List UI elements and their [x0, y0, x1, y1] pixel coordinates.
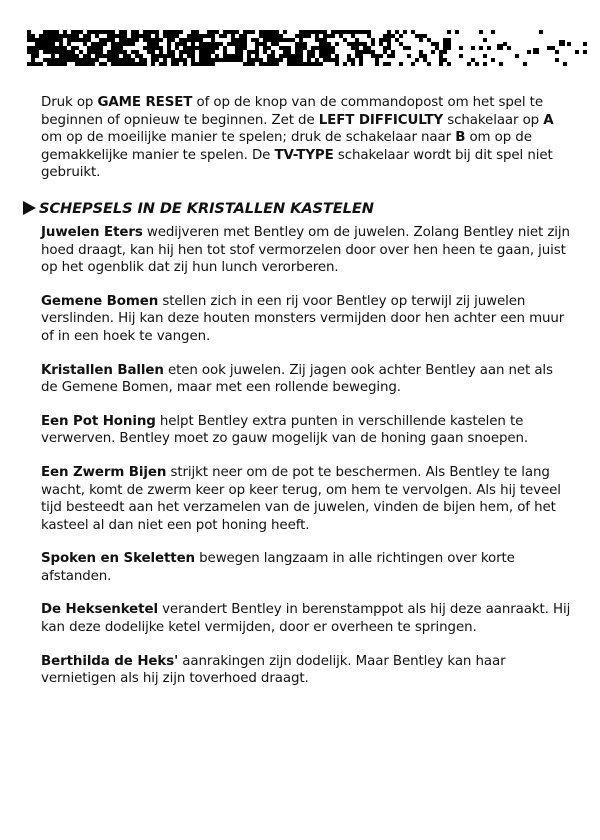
creature-description: strijkt neer om de pot te beschermen. Als Bentley te lang wacht, komt de zwerm keer op keer terug, om hem te vervolgen. Als hij teveel tijd besteedt aan het verzamelen van de juwelen, vinden de bijen hem, of het kasteel al dan niet een pot honing heeft.: [41, 464, 561, 533]
intro-text: om op de moeilijke manier te spelen; druk de schakelaar naar: [41, 130, 456, 146]
creature-name: Juwelen Eters: [41, 224, 143, 240]
creature-name: De Heksenketel: [41, 602, 158, 618]
creature-name: Berthilda de Heks': [41, 653, 179, 669]
creature-name: Een Zwerm Bijen: [41, 464, 167, 480]
intro-keyword: A: [543, 112, 554, 128]
manual-page: [41, 94, 571, 688]
section-heading: [23, 199, 571, 219]
creature-name: Spoken en Skeletten: [41, 551, 195, 567]
intro-keyword: LEFT DIFFICULTY: [318, 112, 444, 128]
decorative-pixel-banner: [27, 30, 587, 66]
creature-description: helpt Bentley extra punten in verschillende kastelen te verwerven. Bentley moet zo gauw mogelijk van de honing gaan snoepen.: [41, 413, 529, 447]
creature-description: verandert Bentley in berenstamppot als hij deze aanraakt. Hij kan deze dodelijke ketel vermijden, door er overheen te springen.: [41, 602, 571, 636]
creature-name: Kristallen Ballen: [41, 362, 164, 378]
intro-paragraph: [41, 94, 571, 182]
intro-text: of op de knop van de commandopost om het spel te beginnen of opnieuw te beginnen. Zet de: [41, 95, 543, 128]
creature-paragraph: [41, 601, 571, 636]
intro-text: schakelaar wordt bij dit spel niet gebruikt.: [41, 147, 553, 181]
creature-list: [41, 224, 571, 688]
creature-description: aanrakingen zijn dodelijk. Maar Bentley kan haar vernietigen als hij zijn toverhoed draagt.: [41, 653, 506, 687]
creature-paragraph: [41, 413, 571, 448]
creature-paragraph: [41, 550, 571, 585]
intro-keyword: TV-TYPE: [274, 147, 334, 163]
creature-description: bewegen langzaam in alle richtingen over korte afstanden.: [41, 551, 515, 584]
creature-paragraph: [41, 464, 571, 534]
intro-keyword: B: [455, 130, 466, 146]
intro-text: schakelaar op: [443, 112, 544, 128]
creature-description: stellen zich in een rij voor Bentley op terwijl zij juwelen verslinden. Hij kan deze houten monsters vermijden door hen achter een muur of in een hoek te vangen.: [41, 293, 565, 344]
intro-text: om op de gemakkelijke manier te spelen. De: [41, 130, 532, 163]
creature-paragraph: [41, 362, 571, 397]
creature-description: eten ook juwelen. Zij jagen ook achter Bentley aan net als de Gemene Bomen, maar met een rollende beweging.: [41, 362, 553, 396]
creature-name: Een Pot Honing: [41, 413, 156, 429]
creature-paragraph: [41, 653, 571, 688]
creature-name: Gemene Bomen: [41, 293, 159, 309]
intro-keyword: GAME RESET: [97, 95, 193, 110]
intro-text: Druk op: [41, 95, 98, 110]
section-heading-text: SCHEPSELS IN DE KRISTALLEN KASTELEN: [39, 199, 374, 217]
creature-paragraph: [41, 293, 571, 346]
creature-description: wedijveren met Bentley om de juwelen. Zolang Bentley niet zijn hoed draagt, kan hij hen tot stof vermorzelen door over hen heen te gaan, juist op het ogenblik dat zij hun lunch verorberen.: [41, 224, 570, 276]
creature-paragraph: [41, 224, 571, 277]
triangle-bullet-icon: [23, 201, 36, 215]
